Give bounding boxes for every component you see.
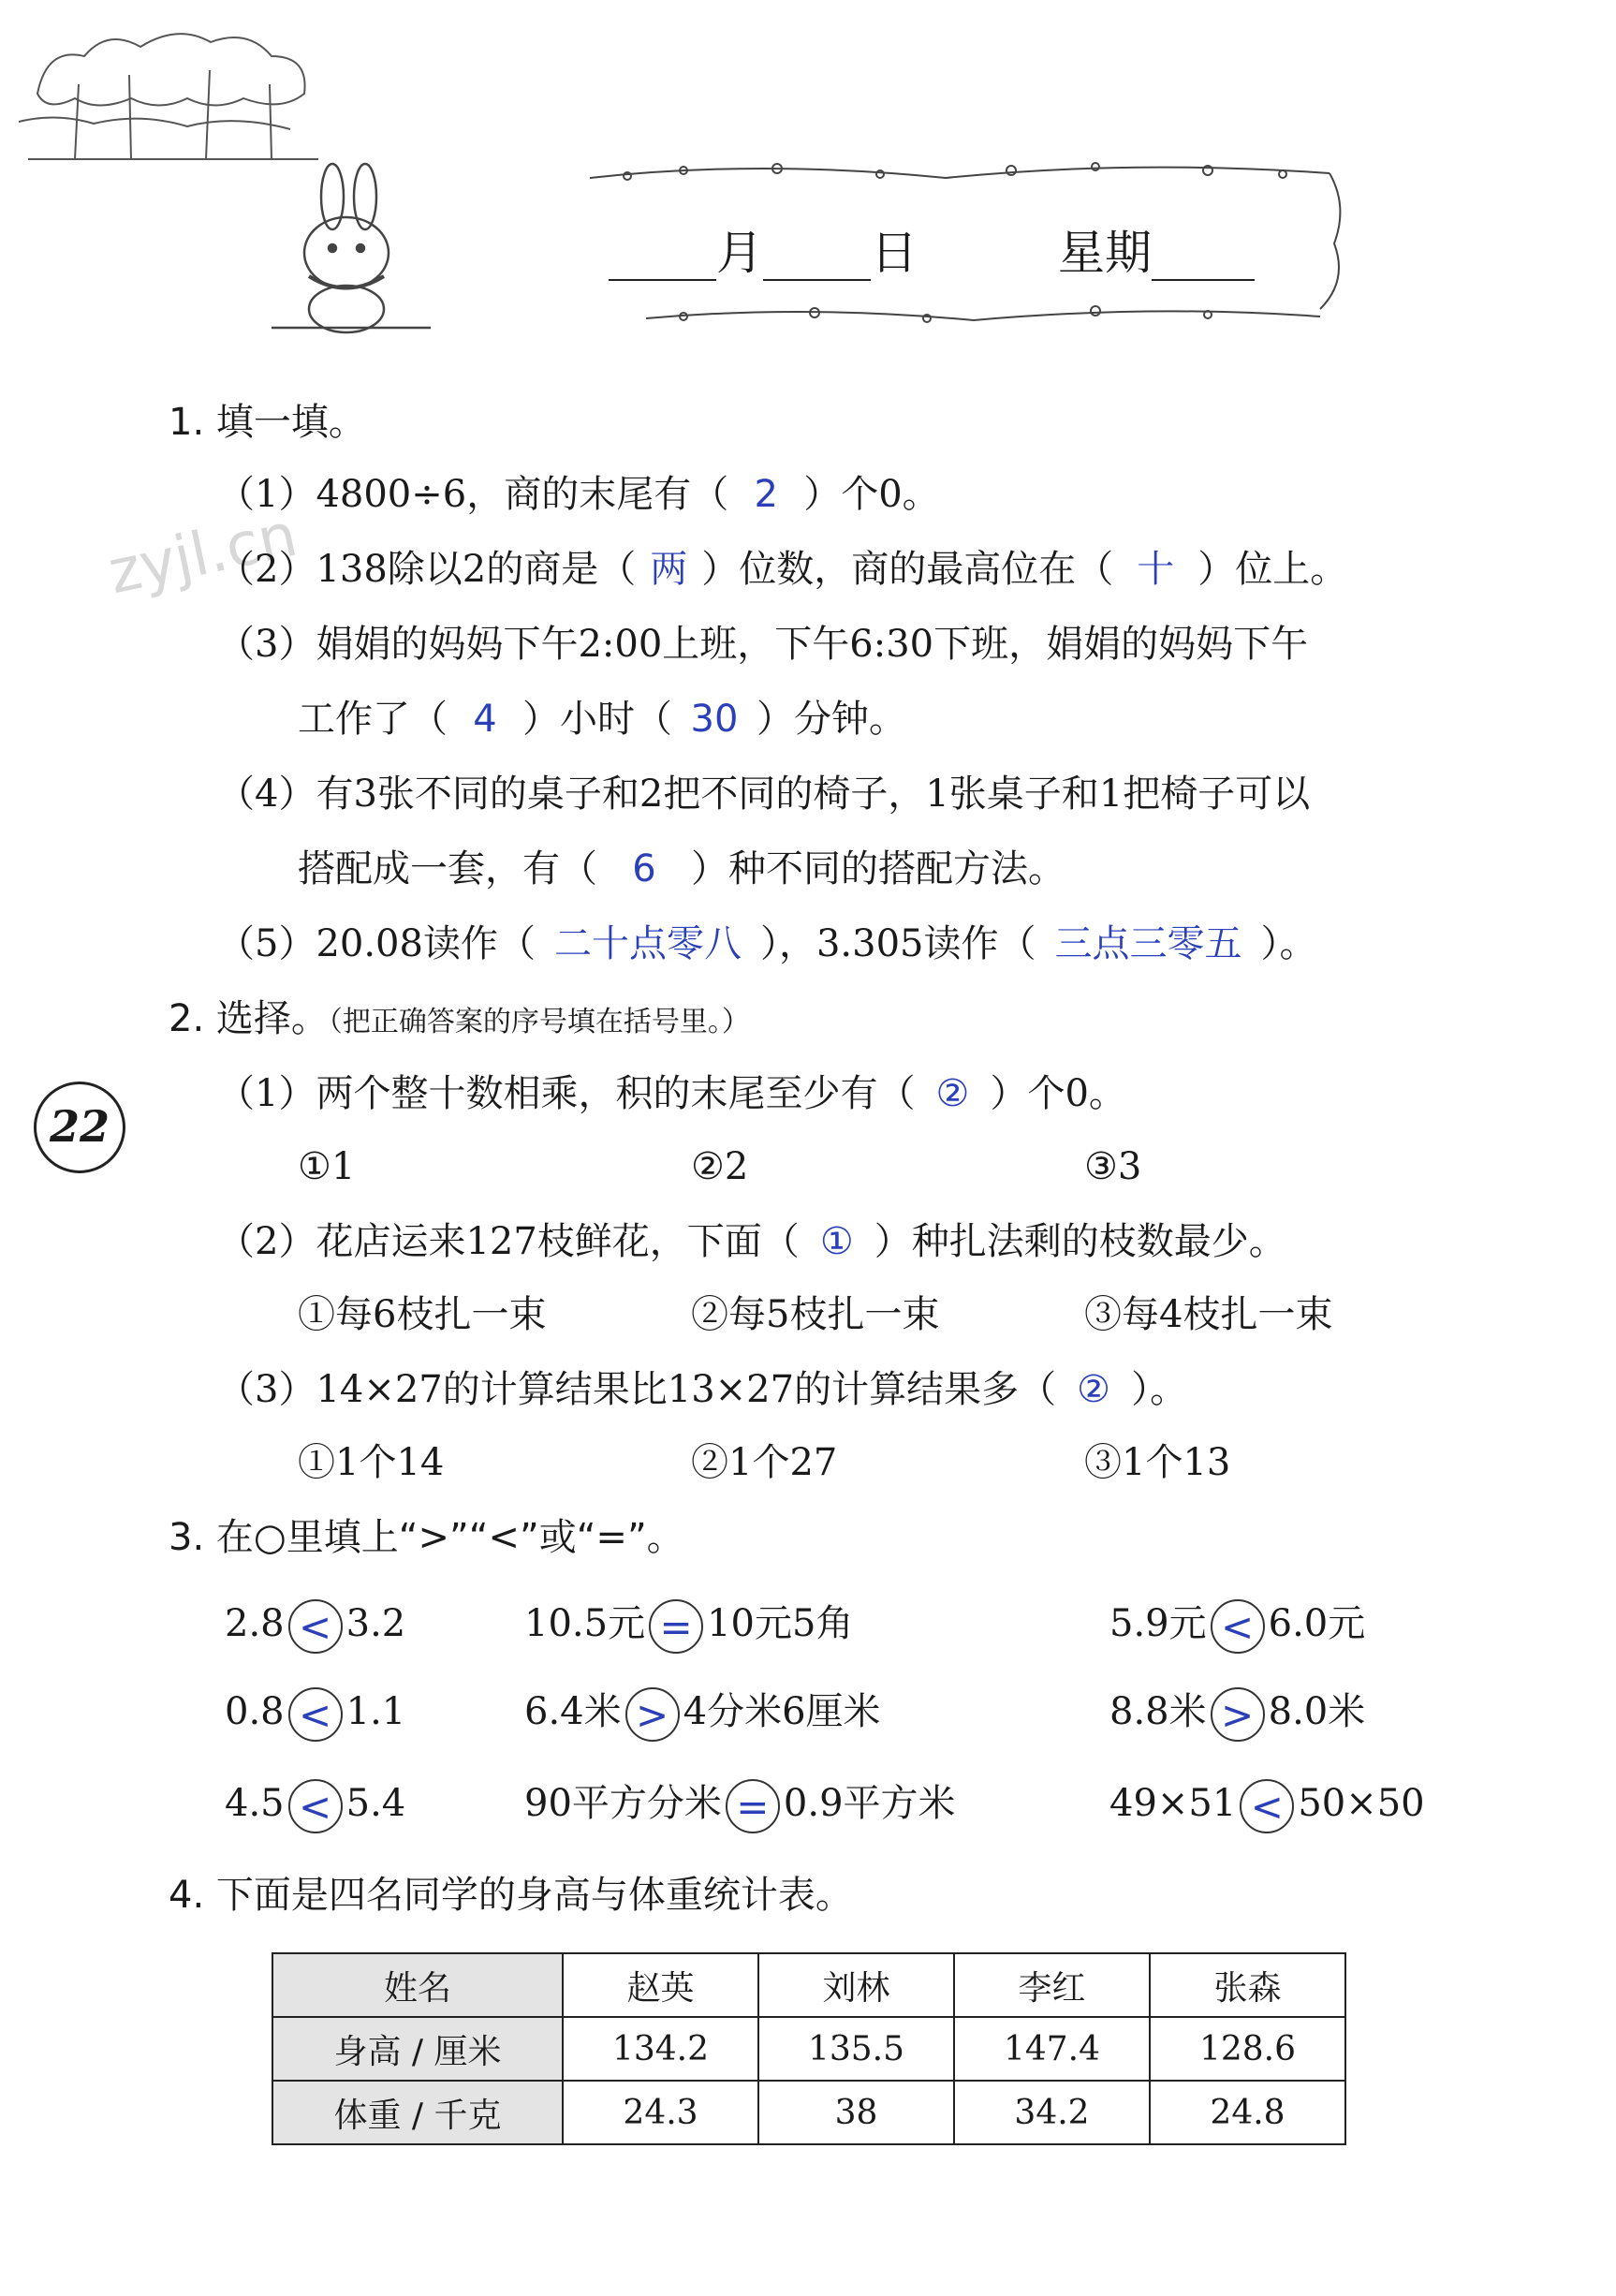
day-label: 日 — [871, 226, 918, 280]
height-weight-table — [272, 1952, 1346, 2145]
q1-item-5: （5）20.08读作（ 二十点零八 ），3.305读作（ 三点三零五 ）。 — [217, 918, 1316, 970]
option[interactable]: ①1个14 — [298, 1441, 445, 1484]
compare-circle[interactable]: = — [649, 1599, 703, 1654]
option[interactable]: ③每4枝扎一束 — [1084, 1293, 1333, 1336]
answer[interactable]: 4 — [473, 698, 497, 741]
answer[interactable]: ① — [819, 1220, 854, 1263]
comparison: 6.4米 > 4分米6厘米 — [524, 1685, 881, 1742]
answer[interactable]: ② — [935, 1072, 970, 1115]
table-cell: 24.8 — [1150, 2081, 1345, 2144]
q2-title: 2. 选择。（把正确答案的序号填在括号里。） — [169, 997, 750, 1040]
comparison: 4.5 < 5.4 — [225, 1777, 405, 1833]
table-cell: 134.2 — [563, 2017, 758, 2081]
answer[interactable]: 二十点零八 — [553, 922, 742, 965]
comparison: 2.8 < 3.2 — [225, 1597, 405, 1654]
table-header-cell: 刘林 — [758, 1953, 954, 2017]
table-cell: 24.3 — [563, 2081, 758, 2144]
bunny-illustration — [253, 159, 440, 337]
q1-item-2: （2）138除以2的商是（ 两 ）位数，商的最高位在（ 十 ）位上。 — [217, 543, 1347, 596]
comparison: 5.9元 < 6.0元 — [1109, 1597, 1365, 1654]
answer[interactable]: 2 — [754, 473, 778, 516]
comparison: 10.5元 = 10元5角 — [524, 1597, 853, 1654]
table-header-cell: 张森 — [1150, 1953, 1345, 2017]
q2-item-1: （1）两个整十数相乘，积的末尾至少有（ ② ）个0。 — [217, 1067, 1126, 1120]
q1-item-3: （3）娟娟的妈妈下午2:00上班，下午6:30下班，娟娟的妈妈下午 — [217, 623, 1309, 666]
table-cell: 34.2 — [954, 2081, 1150, 2144]
q4-title: 4. 下面是四名同学的身高与体重统计表。 — [169, 1874, 853, 1917]
table-header-cell: 李红 — [954, 1953, 1150, 2017]
compare-circle[interactable]: < — [1211, 1599, 1265, 1654]
q2-subtitle: （把正确答案的序号填在括号里。） — [328, 1006, 750, 1038]
compare-circle[interactable]: > — [625, 1687, 680, 1742]
page-number: 22 — [34, 1082, 125, 1173]
day-blank[interactable] — [763, 232, 871, 281]
answer[interactable]: 30 — [690, 698, 739, 741]
table-row — [272, 2081, 1345, 2144]
q1-item-1: （1）4800÷6，商的末尾有（ 2 ）个0。 — [217, 468, 940, 521]
compare-circle[interactable]: < — [1240, 1779, 1294, 1833]
compare-circle[interactable]: < — [288, 1779, 343, 1833]
table-header-cell: 姓名 — [272, 1953, 563, 2017]
row-label: 体重 / 千克 — [272, 2081, 563, 2144]
comparison: 90平方分米 = 0.9平方米 — [524, 1777, 956, 1833]
month-label: 月 — [716, 226, 763, 280]
comparison: 8.8米 > 8.0米 — [1109, 1685, 1365, 1742]
table-cell: 38 — [758, 2081, 954, 2144]
q1-item-4: （4）有3张不同的桌子和2把不同的椅子，1张桌子和1把椅子可以 — [217, 773, 1311, 816]
compare-circle[interactable]: = — [726, 1779, 780, 1833]
option[interactable]: ③3 — [1084, 1145, 1142, 1188]
answer[interactable]: ② — [1077, 1368, 1110, 1411]
comparison: 0.8 < 1.1 — [225, 1685, 405, 1742]
option[interactable]: ②1个27 — [691, 1441, 838, 1484]
table-row — [272, 2017, 1345, 2081]
table-cell: 135.5 — [758, 2017, 954, 2081]
q3-title: 3. 在○里填上“>”“<”或“=”。 — [169, 1516, 684, 1559]
answer[interactable]: 6 — [632, 847, 656, 890]
compare-circle[interactable]: > — [1211, 1687, 1265, 1742]
answer[interactable]: 两 — [650, 548, 688, 591]
answer[interactable]: 三点三零五 — [1054, 922, 1242, 965]
q1-item-3-cont: 工作了（ 4 ）小时（ 30 ）分钟。 — [298, 693, 906, 745]
watermark: zyjl.cn — [102, 500, 303, 609]
option[interactable]: ②每5枝扎一束 — [691, 1293, 940, 1336]
table-header-cell: 赵英 — [563, 1953, 758, 2017]
row-label: 身高 / 厘米 — [272, 2017, 563, 2081]
comparison: 49×51 < 50×50 — [1109, 1777, 1425, 1833]
q2-item-3: （3）14×27的计算结果比13×27的计算结果多（ ② ）。 — [217, 1363, 1187, 1416]
month-blank[interactable] — [609, 232, 716, 281]
compare-circle[interactable]: < — [288, 1599, 343, 1654]
date-header — [609, 225, 1255, 281]
table-cell: 128.6 — [1150, 2017, 1345, 2081]
option[interactable]: ①1 — [298, 1145, 356, 1188]
weekday-label: 星期 — [1058, 226, 1152, 280]
answer[interactable]: 十 — [1137, 548, 1175, 591]
option[interactable]: ①每6枝扎一束 — [298, 1293, 547, 1336]
q1-title: 1. 填一填。 — [169, 401, 366, 444]
q1-item-4-cont: 搭配成一套，有（ 6 ）种不同的搭配方法。 — [298, 843, 1065, 895]
trees-illustration — [19, 19, 328, 169]
q2-item-2: （2）花店运来127枝鲜花，下面（ ① ）种扎法剩的枝数最少。 — [217, 1215, 1286, 1268]
option[interactable]: ②2 — [691, 1145, 749, 1188]
weekday-blank[interactable] — [1152, 232, 1255, 281]
option[interactable]: ③1个13 — [1084, 1441, 1231, 1484]
table-cell: 147.4 — [954, 2017, 1150, 2081]
compare-circle[interactable]: < — [288, 1687, 343, 1742]
table-header-row — [272, 1953, 1345, 2017]
